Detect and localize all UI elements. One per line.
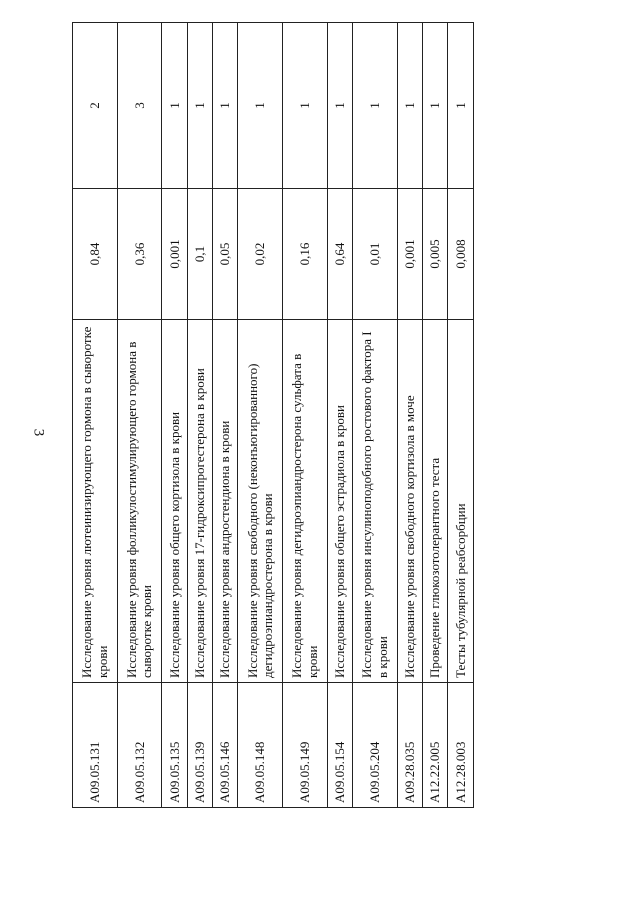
multiplicity-value: 1 <box>238 23 283 189</box>
service-name: Исследование уровня лютеинизирующего гормона в сыворотке крови <box>73 320 118 683</box>
table-row <box>397 23 422 808</box>
multiplicity-value: 1 <box>397 23 422 189</box>
multiplicity-value: 1 <box>283 23 328 189</box>
table-row <box>117 23 162 808</box>
service-code: A09.28.035 <box>397 683 422 808</box>
multiplicity-value: 1 <box>423 23 448 189</box>
service-name: Тесты тубулярной реабсорбции <box>448 320 474 683</box>
service-name: Исследование уровня инсулиноподобного ростового фактора I в крови <box>353 320 398 683</box>
frequency-value: 0,64 <box>327 189 352 320</box>
service-code: A09.05.154 <box>327 683 352 808</box>
service-code: A09.05.139 <box>187 683 212 808</box>
service-code: A09.05.149 <box>283 683 328 808</box>
services-table-rotated <box>72 23 474 808</box>
table-row <box>423 23 448 808</box>
service-name: Исследование уровня андростендиона в крови <box>213 320 238 683</box>
multiplicity-value: 1 <box>162 23 187 189</box>
frequency-value: 0,16 <box>283 189 328 320</box>
service-code: A12.28.003 <box>448 683 474 808</box>
service-code: A09.05.131 <box>73 683 118 808</box>
table-row <box>187 23 212 808</box>
frequency-value: 0,1 <box>187 189 212 320</box>
multiplicity-value: 1 <box>353 23 398 189</box>
table-row <box>162 23 187 808</box>
services-table <box>72 22 474 808</box>
service-name: Исследование уровня свободного кортизола в моче <box>397 320 422 683</box>
service-name: Исследование уровня общего эстрадиола в крови <box>327 320 352 683</box>
service-code: A09.05.148 <box>238 683 283 808</box>
page-number: 3 <box>30 428 47 437</box>
frequency-value: 0,001 <box>397 189 422 320</box>
table-row <box>283 23 328 808</box>
frequency-value: 0,36 <box>117 189 162 320</box>
services-table-container <box>72 23 474 808</box>
table-row <box>353 23 398 808</box>
frequency-value: 0,008 <box>448 189 474 320</box>
service-name: Проведение глюкозотолерантного теста <box>423 320 448 683</box>
multiplicity-value: 1 <box>448 23 474 189</box>
service-name: Исследование уровня 17-гидроксипрогестерона в крови <box>187 320 212 683</box>
table-row <box>238 23 283 808</box>
multiplicity-value: 2 <box>73 23 118 189</box>
multiplicity-value: 1 <box>187 23 212 189</box>
frequency-value: 0,001 <box>162 189 187 320</box>
service-code: A09.05.146 <box>213 683 238 808</box>
service-code: A09.05.135 <box>162 683 187 808</box>
multiplicity-value: 3 <box>117 23 162 189</box>
multiplicity-value: 1 <box>327 23 352 189</box>
service-code: A12.22.005 <box>423 683 448 808</box>
table-row <box>213 23 238 808</box>
table-row <box>73 23 118 808</box>
service-code: A09.05.204 <box>353 683 398 808</box>
multiplicity-value: 1 <box>213 23 238 189</box>
frequency-value: 0,01 <box>353 189 398 320</box>
frequency-value: 0,84 <box>73 189 118 320</box>
table-row <box>448 23 474 808</box>
service-code: A09.05.132 <box>117 683 162 808</box>
service-name: Исследование уровня свободного (неконъюгированного) дегидроэпиандростерона в крови <box>238 320 283 683</box>
frequency-value: 0,05 <box>213 189 238 320</box>
service-name: Исследование уровня дегидроэпиандростерона сульфата в крови <box>283 320 328 683</box>
service-name: Исследование уровня фолликулостимулирующего гормона в сыворотке крови <box>117 320 162 683</box>
frequency-value: 0,005 <box>423 189 448 320</box>
table-row <box>327 23 352 808</box>
frequency-value: 0,02 <box>238 189 283 320</box>
service-name: Исследование уровня общего кортизола в крови <box>162 320 187 683</box>
